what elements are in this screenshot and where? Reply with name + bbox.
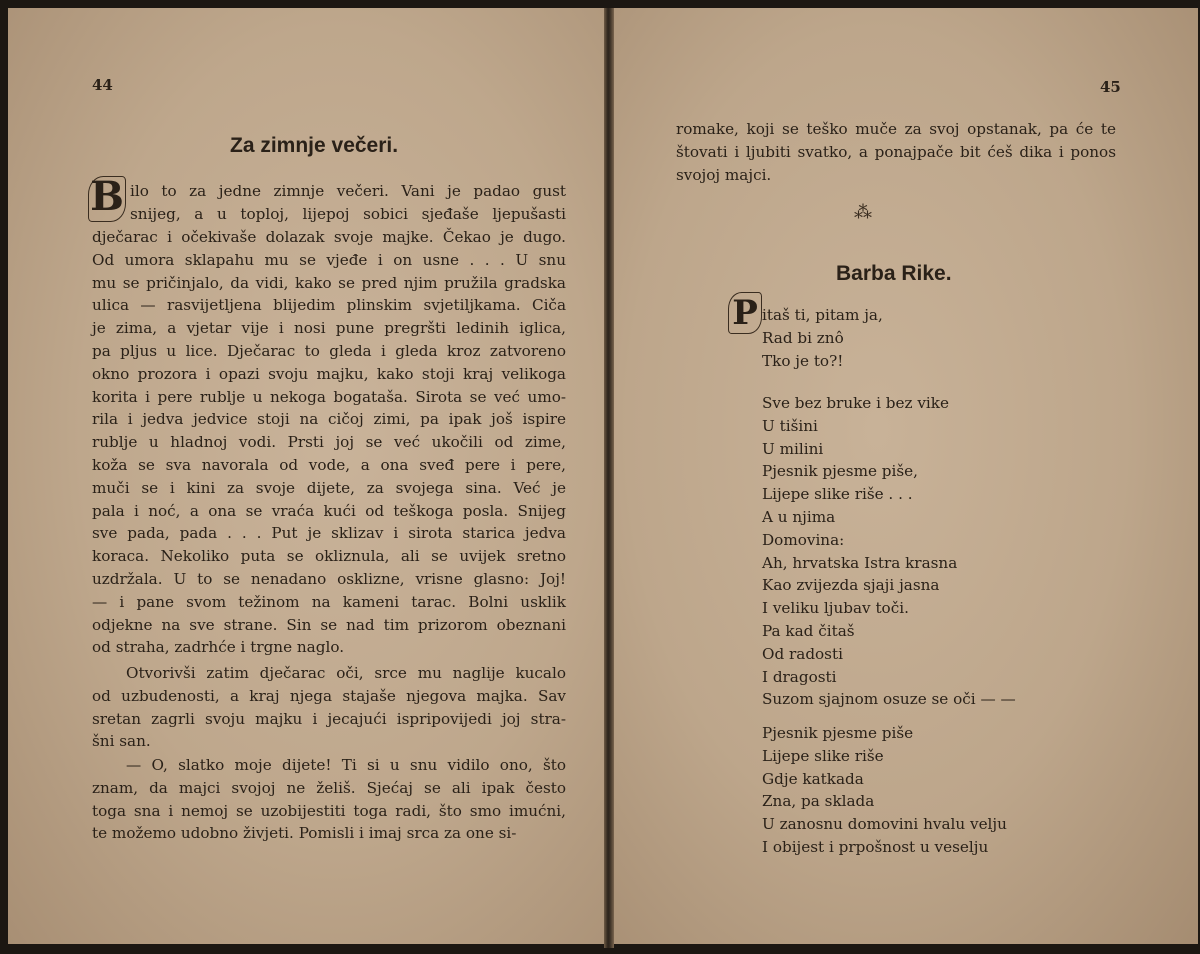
text-line: štovati i ljubiti svatko, a ponajpače bit ćeš dika i ponos — [676, 142, 1116, 161]
text-line: romake, koji se teško muče za svoj opstanak, pa će te — [676, 120, 1116, 138]
page-number-right: 45 — [1100, 78, 1121, 96]
stanza-2 — [762, 392, 1016, 711]
text-line: ilo to za jedne zimnje večeri. Vani je padao gust — [130, 182, 566, 200]
text-line: mu se pričinjalo, da vidi, kako se pred njim pružila gradska — [92, 273, 566, 292]
text-line: svojoj majci. — [676, 165, 772, 184]
text-line: sretan zagrli svoju majku i jecajući ispripovijedi joj stra- — [92, 709, 566, 728]
poem-line: Pjesnik pjesme piše, — [762, 462, 918, 481]
poem-line: Rad bi znô — [762, 328, 844, 347]
poem-line: Ah, hrvatska Istra krasna — [762, 553, 958, 572]
poem-line: I obijest i prpošnost u veselju — [762, 837, 989, 856]
drop-cap-p: P — [728, 292, 762, 334]
poem-title: Barba Rike. — [836, 262, 952, 285]
left-page — [8, 8, 604, 944]
text-line: pala i noć, a ona se vraća kući od teškoga posla. Snijeg — [92, 501, 566, 520]
poem-line: Suzom sjajnom osuze se oči — — — [762, 690, 1016, 709]
poem-line: Tko je to?! — [762, 352, 844, 370]
text-line: sve pada, pada . . . Put je sklizav i sirota starica jedva — [92, 524, 566, 543]
poem-line: A u njima — [762, 507, 836, 526]
poem-line: Lijepe slike riše . . . — [762, 485, 913, 504]
poem-line: Pjesnik pjesme piše — [762, 724, 914, 742]
poem-line: U milini — [762, 439, 824, 458]
first-lines — [130, 180, 566, 226]
poem-line: Lijepe slike riše — [762, 746, 884, 765]
poem-line: Gdje katkada — [762, 769, 864, 788]
text-line: koraca. Nekoliko puta se okliznula, ali se uvijek sretno — [92, 547, 566, 566]
poem-line: U tišini — [762, 416, 818, 435]
poem-line: I veliku ljubav toči. — [762, 599, 909, 618]
stanza-3 — [762, 722, 1007, 859]
text-line: šni san. — [92, 732, 151, 751]
text-line: — i pane svom težinom na kameni tarac. Bolni usklik — [92, 592, 566, 611]
text-line: je zima, a vjetar vije i nosi pune pregršti ledinih iglica, — [92, 319, 566, 338]
text-line: koža se sva navorala od vode, a ona sveđ pere i pere, — [92, 455, 566, 474]
poem-line: Sve bez bruke i bez vike — [762, 394, 949, 412]
story-title: Za zimnje večeri. — [230, 134, 399, 157]
poem-line: Domovina: — [762, 530, 845, 549]
text-line: rila i jedva jedvice stoji na cičoj zimi, pa ipak još ispire — [92, 410, 566, 429]
poem-line: Zna, pa sklada — [762, 792, 875, 811]
paragraph-2 — [92, 662, 566, 753]
text-line: dječarac i očekivaše dolazak svoje majke. Čekao je dugo. — [92, 228, 566, 246]
ornament-icon: ⁂ — [854, 202, 874, 223]
text-line: korita i pere rublje u nekoga bogataša. Sirota se već umo- — [92, 387, 566, 406]
text-line: ulica — rasvijetljena blijedim plinskim svjetiljkama. Ciča — [92, 296, 566, 315]
text-line: pa pljus u lice. Dječarac to gleda i gleda kroz zatvoreno — [92, 341, 566, 360]
book-spread — [8, 8, 1198, 948]
drop-cap-b: B — [88, 176, 126, 222]
poem-line: Kao zvijezda sjaji jasna — [762, 576, 940, 595]
right-page — [614, 8, 1198, 944]
text-line: Od umora sklapahu mu se vjeđe i on usne . . . U snu — [92, 250, 566, 269]
poem-line: Pa kad čitaš — [762, 621, 855, 640]
text-line: od straha, zadrhće i trgne naglo. — [92, 638, 345, 657]
text-line: muči se i kini za svoje dijete, za svojega sina. Već je — [92, 478, 566, 497]
stanza-1-end — [762, 350, 843, 373]
poem-line: U zanosnu domovini hvalu velju — [762, 815, 1007, 834]
text-line: snijeg, a u toploj, lijepoj sobici sjeđaše ljepušasti — [130, 204, 566, 223]
text-line: od uzbudenosti, a kraj njega stajaše njegova majka. Sav — [92, 686, 566, 705]
poem-line: I dragosti — [762, 667, 837, 686]
page-number-left: 44 — [92, 76, 113, 94]
poem-line: itaš ti, pitam ja, — [762, 306, 883, 324]
text-line: rublje u hladnoj vodi. Prsti joj se već ukočili od zime, — [92, 433, 566, 452]
text-line: toga sna i nemoj se uzobijestiti toga radi, što smo imućni, — [92, 801, 566, 820]
paragraph-3 — [92, 754, 566, 845]
text-line: odjekne na sve strane. Sin se nad tim prizorom obeznani — [92, 615, 566, 634]
text-line: okno prozora i opazi svoju majku, kako stoji kraj velikoga — [92, 364, 566, 383]
book-gutter — [604, 8, 614, 948]
poem-line: Od radosti — [762, 644, 843, 663]
text-line: — O, slatko moje dijete! Ti si u snu vidilo ono, što — [126, 756, 566, 774]
text-line: Otvorivši zatim dječarac oči, srce mu naglije kucalo — [126, 664, 566, 682]
paragraph-1 — [92, 226, 566, 659]
text-line: te možemo udobno živjeti. Pomisli i imaj srca za one si- — [92, 824, 517, 843]
text-line: uzdržala. U to se nenadano osklizne, vrisne glasno: Joj! — [92, 569, 566, 588]
continuation-text — [676, 118, 1116, 186]
stanza-1 — [762, 304, 883, 350]
text-line: znam, da majci svojoj ne želiš. Sjećaj se ali ipak često — [92, 778, 566, 797]
